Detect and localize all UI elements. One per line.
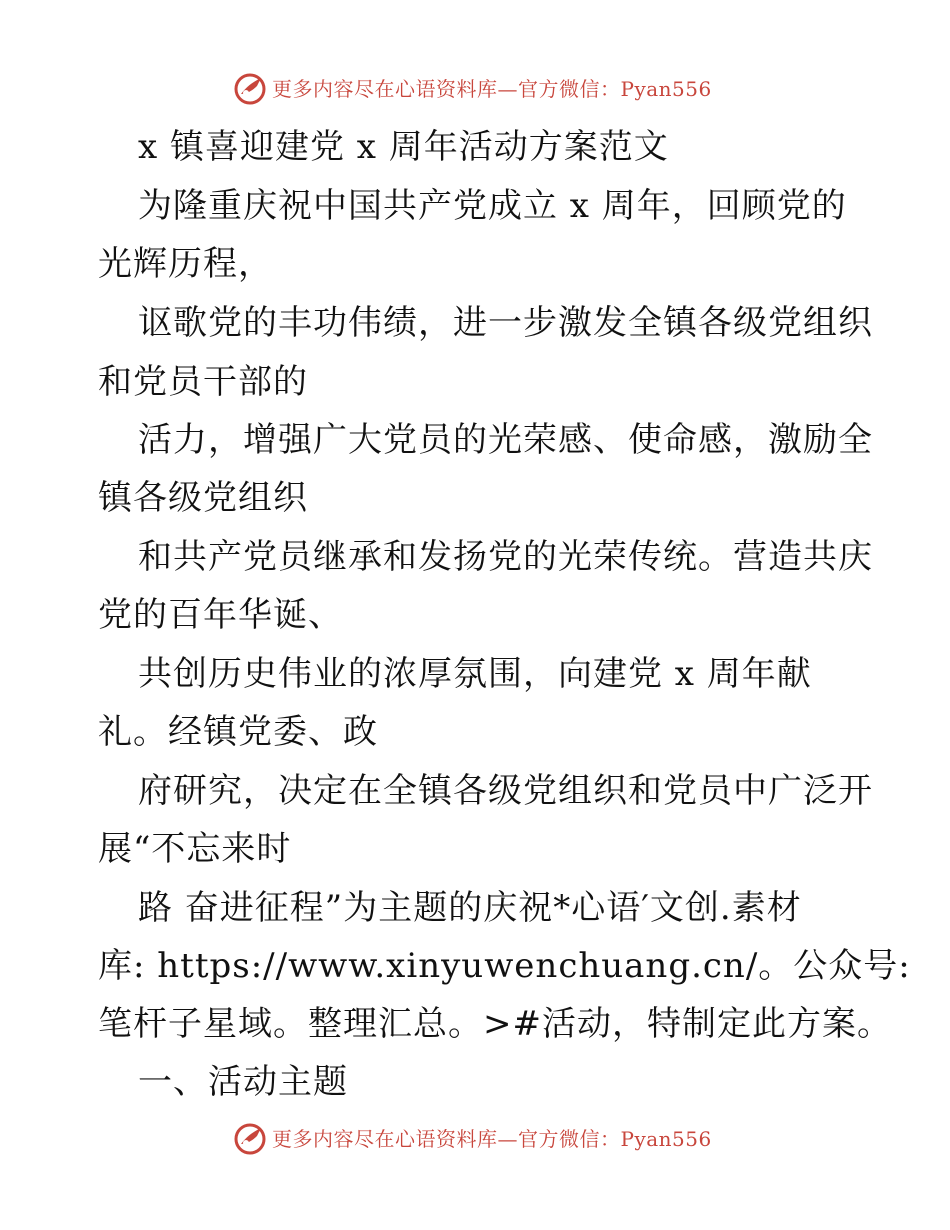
section-heading: 一、活动主题: [138, 1062, 348, 1102]
paragraph-line: 为隆重庆祝中国共产党成立 x 周年，回顾党的: [138, 186, 847, 226]
paragraph-line: 和共产党员继承和发扬党的光荣传统。营造共庆: [138, 537, 873, 577]
watermark-text: [272, 76, 712, 102]
brush-seal-icon: [233, 72, 267, 106]
watermark-dash: —: [497, 77, 518, 101]
paragraph-line: 共创历史伟业的浓厚氛围，向建党 x 周年献: [138, 654, 812, 694]
footer-watermark: [0, 1120, 950, 1160]
document-title: x 镇喜迎建党 x 周年活动方案范文: [138, 127, 669, 167]
brush-seal-icon: [233, 1122, 267, 1156]
paragraph-line: 镇各级党组织: [98, 478, 308, 518]
header-watermark: [0, 70, 950, 110]
paragraph-line: 展“不忘来时: [98, 829, 292, 869]
watermark-wechat: 官方微信：Pyan556: [518, 77, 712, 101]
paragraph-line: 和党员干部的: [98, 362, 308, 402]
paragraph-line: 党的百年华诞、: [98, 595, 343, 635]
paragraph-line: 礼。经镇党委、政: [98, 712, 378, 752]
watermark-dash: —: [497, 1127, 518, 1151]
paragraph-line: 库: https://www.xinyuwenchuang.cn/。公众号:: [98, 946, 911, 986]
paragraph-line: 笔杆子星域。整理汇总。>#活动，特制定此方案。: [98, 1004, 892, 1044]
paragraph-line: 光辉历程，: [98, 244, 273, 284]
watermark-wechat: 官方微信：Pyan556: [518, 1127, 712, 1151]
watermark-site: 更多内容尽在心语资料库: [272, 77, 498, 101]
paragraph-line: 路 奋进征程”为主题的庆祝*心语′文创.素材: [138, 888, 802, 928]
watermark-text: [272, 1126, 712, 1152]
watermark-site: 更多内容尽在心语资料库: [272, 1127, 498, 1151]
paragraph-line: 讴歌党的丰功伟绩，进一步激发全镇各级党组织: [138, 303, 873, 343]
paragraph-line: 府研究，决定在全镇各级党组织和党员中广泛开: [138, 771, 873, 811]
paragraph-line: 活力，增强广大党员的光荣感、使命感，激励全: [138, 420, 873, 460]
